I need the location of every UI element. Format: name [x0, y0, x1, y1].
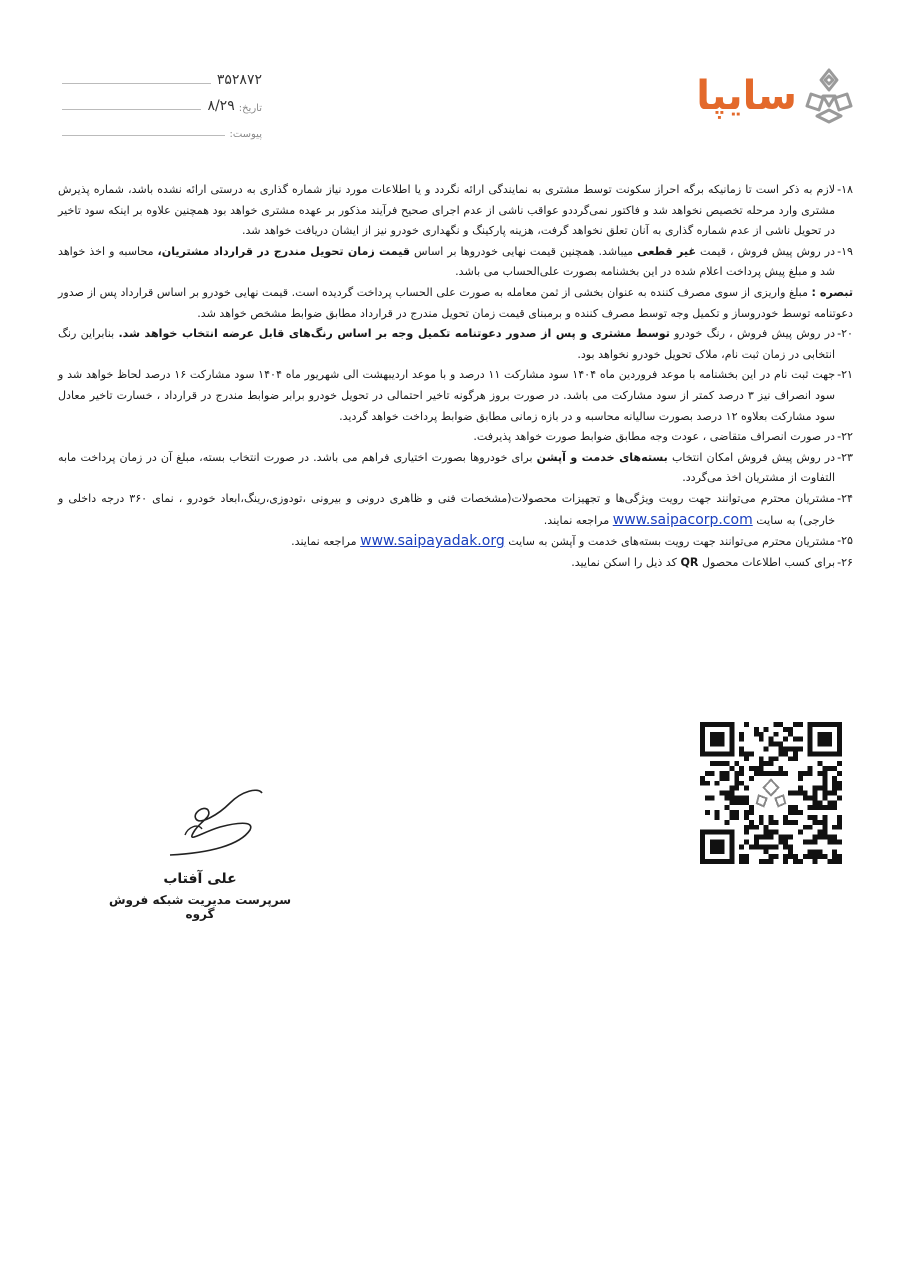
saipayadak-link[interactable]: www.saipayadak.org — [360, 533, 505, 550]
clause-24-text-b: مراجعه نمایند. — [543, 513, 613, 527]
clause-18 — [58, 180, 853, 242]
clause-text — [58, 531, 835, 553]
clause-number: ۲۳- — [837, 450, 853, 464]
clause-22 — [58, 427, 853, 448]
clause-19-bold-a: غیر قطعی — [637, 244, 697, 258]
clause-23 — [58, 448, 853, 489]
signatory-title: سرپرست مدیریت شبکه فروش گروه — [108, 893, 292, 921]
clause-18-text: لازم به ذکر است تا زمانیکه برگه احراز سکونت توسط مشتری به نمایندگی ارائه نگردد و یا اطلاعات مورد نیاز شماره گذاری به درستی ارائه نشده باشد، شماره پذیرش مشتری وارد مرحله تخصیص نخواهد شد و فاکتور نمی‌گرددو عواقب ناشی از عدم اجرای صحیح فرآیند مذکور بر عهده مشتری خواهد بود همچنین علاوه بر اینکه سود تاخیر در تحویل ناشی از عدم شماره گذاری به آنان تعلق نخواهد گرفت، هزینه پارکینگ و نگهداری خودرو نیز از ایشان دریافت خواهد شد. — [58, 183, 836, 238]
note-title: تبصره : — [811, 285, 853, 299]
clause-text — [58, 242, 835, 283]
clause-text — [58, 448, 835, 489]
clause-number: ۲۴- — [837, 491, 853, 505]
letter-number: ۳۵۲۸۷۲ — [216, 72, 262, 88]
clause-23-text-b: برای خودروها بصورت اختیاری فراهم می باشد. در صورت انتخاب بسته، مبلغ آن در زمان پرداخت مابه التفاوت از مشتریان اخذ می‌گردد. — [58, 450, 836, 485]
clause-24-text-a: مشتریان محترم می‌توانند جهت رویت ویژگی‌ها و تجهیزات محصولات(مشخصات فنی و ظاهری درونی و بیرونی ،تودوزی،رینگ،ابعاد خودرو ، نمای ۳۶۰ درجه داخلی و خارجی) به سایت — [58, 491, 836, 527]
saipacorp-link[interactable]: www.saipacorp.com — [612, 511, 753, 528]
circular-body — [58, 180, 853, 573]
date-line — [62, 109, 201, 110]
clause-22-text: در صورت انصراف متقاضی ، عودت وجه مطابق ضوابط صورت خواهد پذیرفت. — [473, 430, 836, 444]
letter-date: ۸/۲۹ — [207, 98, 235, 114]
clause-text — [58, 180, 835, 242]
clause-23-bold: بسته‌های خدمت و آپشن — [536, 450, 668, 464]
number-row — [62, 62, 262, 88]
date-label: تاریخ: — [238, 103, 262, 114]
qr-label: QR — [680, 555, 699, 569]
clause-text — [58, 365, 835, 427]
handwritten-signature — [130, 775, 270, 865]
attachment-label: پیوست: — [229, 129, 262, 140]
clause-20-text-b: بنابراین رنگ انتخابی در زمان ثبت نام، ملاک تحویل خودرو نخواهد بود. — [58, 327, 836, 361]
signature-block — [100, 775, 300, 921]
signatory-name: علی آفتاب — [163, 871, 237, 887]
clause-26 — [58, 553, 853, 574]
number-line — [62, 83, 211, 84]
clause-number: ۲۵- — [837, 534, 853, 548]
saipa-logo — [696, 66, 855, 126]
clause-21-text: جهت ثبت نام در این بخشنامه با موعد فروردین ماه ۱۴۰۴ سود مشارکت ۱۱ درصد و با موعد اردیبهشت الی شهریور ماه ۱۴۰۴ سود مشارکت ۱۶ درصد لحاظ خواهد شد و سود انصراف نیز ۳ درصد کمتر از سود مشارکت می باشد. در صورت بروز هرگونه تاخیر احتمالی در تحویل خودرو برابر ضوابط مندرج در قرارداد ، خسارت تاخیر معادل سود مشارکت بعلاوه ۱۲ درصد بصورت سالیانه محاسبه و در بازه زمانی مطابق ضوابط پرداخت خواهد گردید. — [58, 368, 836, 423]
letter-meta — [62, 62, 262, 140]
clause-19-bold-b: قیمت زمان تحویل مندرج در قرارداد مشتریان، — [157, 244, 411, 258]
attachment-line — [62, 135, 225, 136]
clause-number: ۲۶- — [837, 555, 853, 569]
logo-text: سایپا — [696, 73, 797, 119]
note-text: مبلغ واریزی از سوی مصرف کننده به عنوان بخشی از ثمن معامله به صورت علی الحساب پرداخت گردیده است. قیمت نهایی خودرو بر اساس قرارداد پس از صدور دعوتنامه توسط خودروساز و تکمیل وجه توسط مصرف کننده و برمبنای قیمت زمان تحویل مندرج در قرارداد مطابق ضوابط مشخص خواهد شد. — [58, 285, 853, 320]
clause-number: ۱۸- — [837, 183, 853, 196]
clause-20-text-a: در روش پیش فروش ، رنگ خودرو — [669, 327, 836, 341]
clause-text — [58, 489, 835, 531]
clause-26-text-b: کد ذیل را اسکن نمایید. — [571, 555, 681, 569]
clause-text — [58, 324, 835, 365]
clause-number: ۲۲- — [837, 430, 853, 444]
clause-number: ۱۹- — [837, 244, 853, 258]
clause-25-text-a: مشتریان محترم می‌توانند جهت رویت بسته‌های خدمت و آپشن به سایت — [504, 535, 836, 549]
clause-26-text-a: برای کسب اطلاعات محصول — [698, 555, 836, 569]
clause-19-text-a: در روش پیش فروش ، قیمت — [696, 244, 836, 258]
clause-21 — [58, 365, 853, 427]
note-paragraph — [58, 283, 853, 324]
clause-25-text-b: مراجعه نمایند. — [291, 535, 361, 549]
clause-25 — [58, 531, 853, 553]
clause-20 — [58, 324, 853, 365]
clause-19-text-b: میباشد. همچنین قیمت نهایی خودروها بر اساس — [410, 244, 638, 258]
clause-19-text-c: محاسبه و اخذ خواهد شد و مبلغ پیش پرداخت اعلام شده در این بخشنامه بصورت علی‌الحساب می باشد. — [58, 244, 836, 279]
clause-23-text-a: در روش پیش فروش امکان انتخاب — [667, 450, 836, 464]
clause-number: ۲۰- — [837, 327, 853, 341]
clause-text — [58, 553, 835, 574]
clause-number: ۲۱- — [837, 368, 853, 382]
clause-text — [58, 427, 835, 448]
date-row — [62, 88, 262, 114]
saipa-mark-icon — [803, 66, 855, 126]
clause-24 — [58, 489, 853, 531]
product-qr-code[interactable] — [700, 722, 842, 864]
clause-19 — [58, 242, 853, 283]
attachment-row — [62, 114, 262, 140]
clause-20-bold: توسط مشتری و پس از صدور دعوتنامه تکمیل وجه بر اساس رنگ‌های قابل عرضه انتخاب خواهد شد. — [118, 327, 670, 341]
